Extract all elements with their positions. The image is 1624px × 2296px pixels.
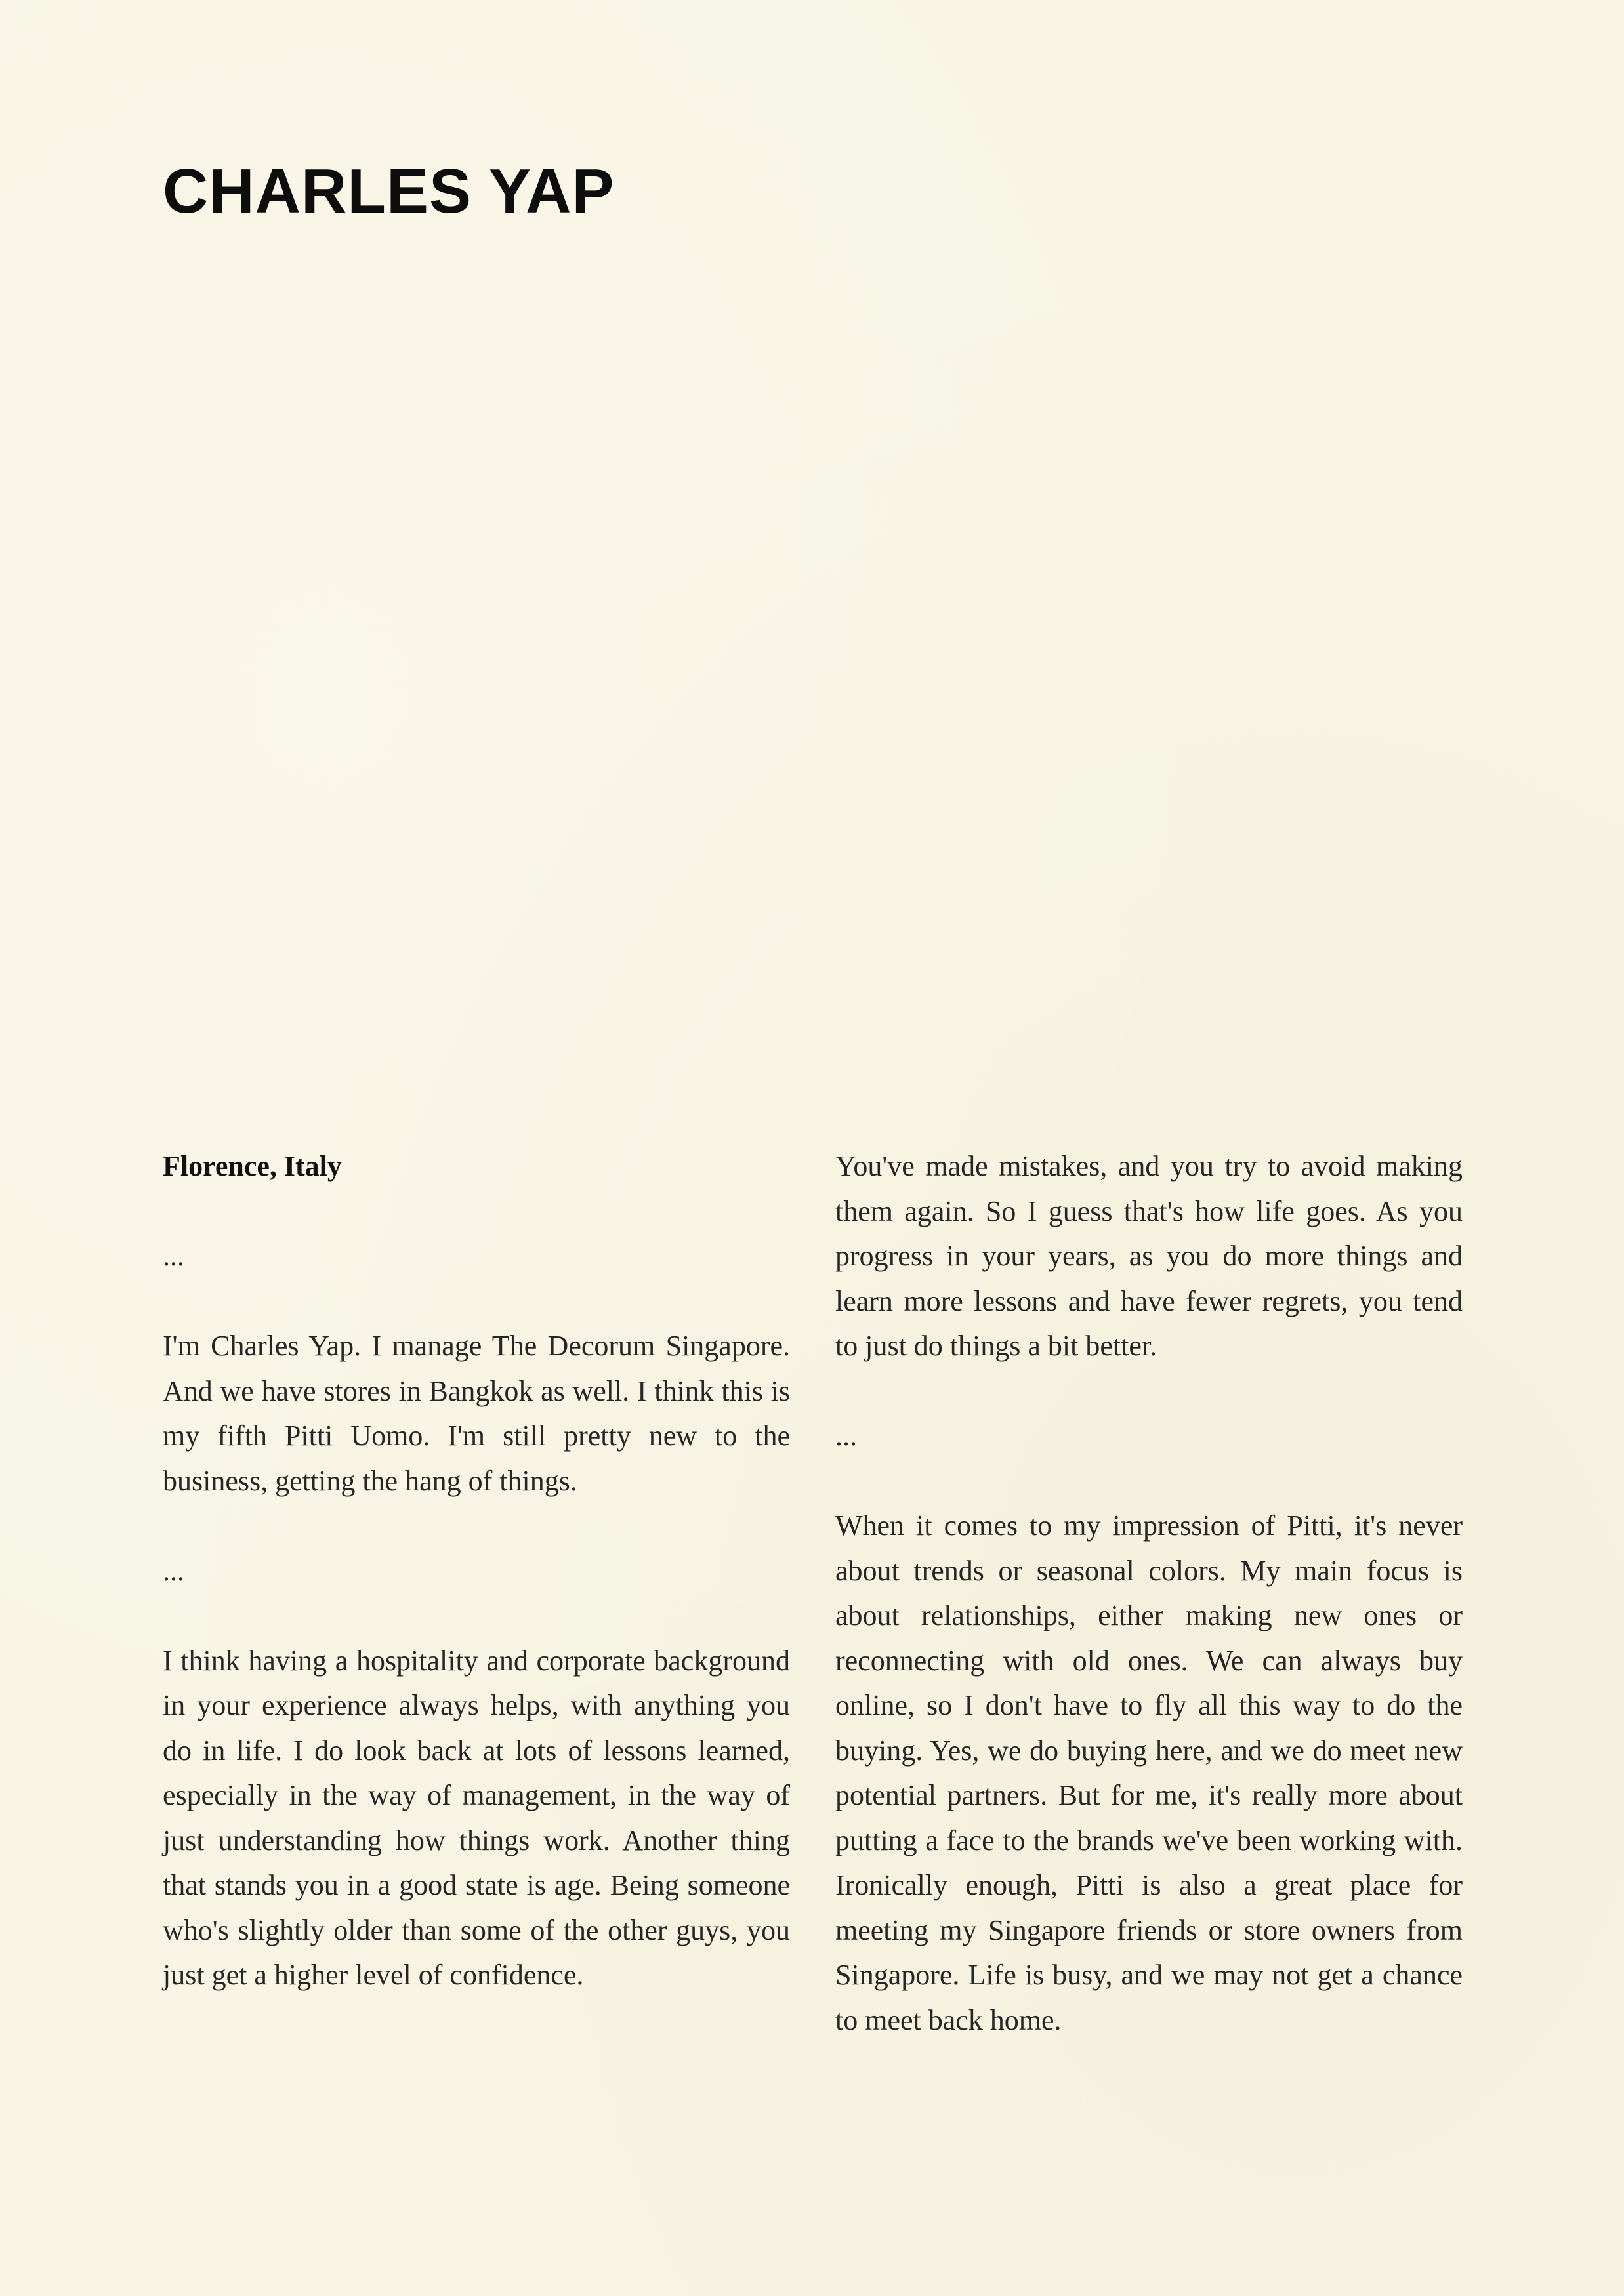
left-column bbox=[163, 1144, 790, 1998]
location-label: Florence, Italy bbox=[163, 1150, 342, 1182]
right-column bbox=[835, 1144, 1463, 2043]
section-separator: ... bbox=[163, 1240, 184, 1272]
section-separator: ... bbox=[835, 1420, 857, 1452]
body-paragraph: When it comes to my impression of Pitti, it's never about trends or seasonal colors. My main focus is about relationships, either making new ones or reconnecting with old ones. We can always buy online, so I don't have to fly all this way to do the buying. Yes, we do buying here, and we do meet new potential partners. But for me, it's really more about putting a face to the brands we've been working with. Ironically enough, Pitti is also a great place for meeting my Singapore friends or store owners from Singapore. Life is busy, and we may not get a chance to meet back home. bbox=[835, 1509, 1463, 2036]
body-paragraph: I'm Charles Yap. I manage The Decorum Singapore. And we have stores in Bangkok as well. I think this is my fifth Pitti Uomo. I'm still pretty new to the business, getting the hang of things. bbox=[163, 1330, 790, 1497]
section-separator: ... bbox=[163, 1554, 184, 1587]
body-paragraph: I think having a hospitality and corporate background in your experience always helps, with anything you do in life. I do look back at lots of lessons learned, especially in the way of management, in the way of just understanding how things work. Another thing that stands you in a good state is age. Being someone who's slightly older than some of the other guys, you just get a higher level of confidence. bbox=[163, 1644, 790, 1991]
body-paragraph: You've made mistakes, and you try to avoid making them again. So I guess that's how life goes. As you progress in your years, as you do more things and learn more lessons and have fewer regrets, you tend to just do things a bit better. bbox=[835, 1150, 1463, 1362]
page-title: CHARLES YAP bbox=[163, 156, 615, 226]
